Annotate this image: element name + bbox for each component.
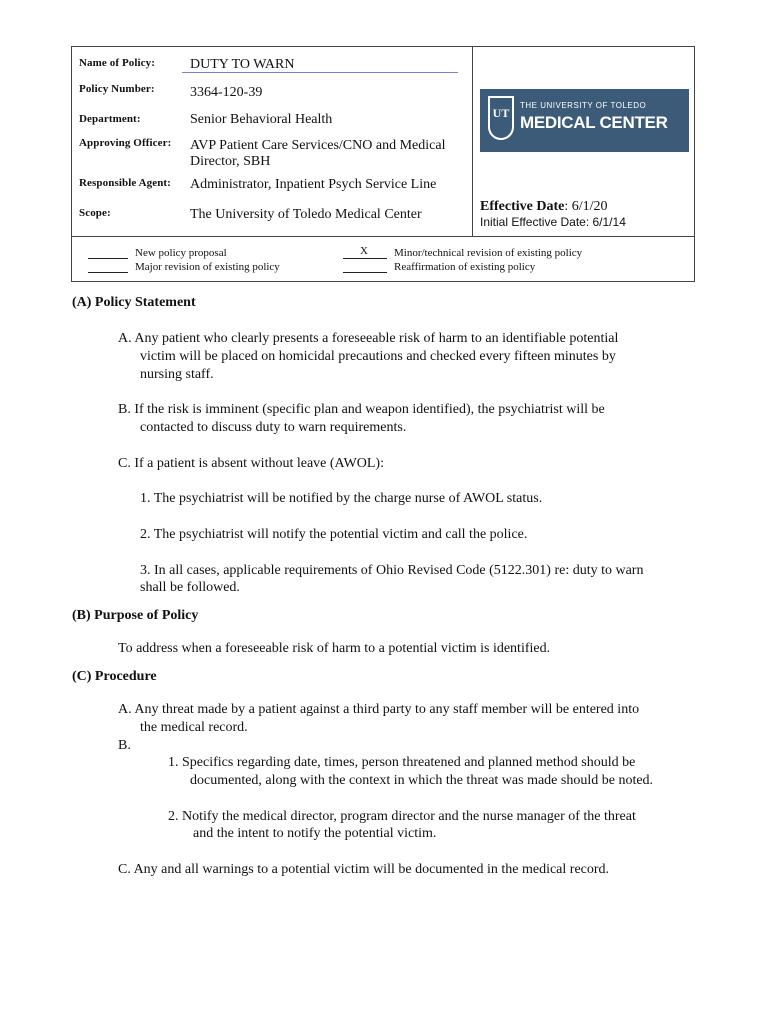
department-value: Senior Behavioral Health	[190, 112, 333, 127]
name-of-policy-value: DUTY TO WARN	[190, 57, 295, 72]
statement-c-item1: 1. The psychiatrist will be notified by the charge nurse of AWOL status.	[140, 491, 543, 506]
purpose-text: To address when a foreseeable risk of harm to a potential victim is identified.	[118, 641, 551, 656]
policy-number-value: 3364-120-39	[190, 85, 263, 100]
statement-a-line2: victim will be placed on homicidal precautions and checked every fifteen minutes by	[140, 349, 616, 364]
statement-c-item2: 2. The psychiatrist will notify the potential victim and call the police.	[140, 527, 528, 542]
procedure-b1-line2: documented, along with the context in which the threat was made should be noted.	[190, 773, 654, 788]
minor-revision-blank	[343, 258, 387, 259]
new-policy-option: New policy proposal	[135, 247, 227, 259]
major-revision-blank	[88, 272, 128, 273]
logo-university-text: THE UNIVERSITY OF TOLEDO	[520, 101, 647, 110]
approving-officer-line2: Director, SBH	[190, 154, 271, 169]
procedure-a-line1: A. Any threat made by a patient against a third party to any staff member will be entered into	[118, 702, 640, 717]
reaffirmation-option: Reaffirmation of existing policy	[394, 261, 536, 273]
approving-officer-line1: AVP Patient Care Services/CNO and Medical	[190, 138, 446, 153]
procedure-b2-line1: 2. Notify the medical director, program director and the nurse manager of the threat	[168, 809, 636, 824]
name-of-policy-label: Name of Policy:	[79, 57, 156, 69]
statement-c-item3-line2: shall be followed.	[140, 580, 240, 595]
new-policy-blank	[88, 258, 128, 259]
responsible-agent-value: Administrator, Inpatient Psych Service Line	[190, 177, 437, 192]
procedure-b2-line2: and the intent to notify the potential victim.	[193, 826, 437, 841]
ut-seal-icon: UT	[488, 96, 514, 140]
scope-value: The University of Toledo Medical Center	[190, 207, 422, 222]
approving-officer-label: Approving Officer:	[79, 137, 172, 149]
policy-statement-heading: (A) Policy Statement	[72, 295, 196, 310]
header-divider-horizontal	[71, 236, 695, 237]
statement-c-item3-line1: 3. In all cases, applicable requirements of Ohio Revised Code (5122.301) re: duty to warn	[140, 563, 644, 578]
header-divider-vertical	[472, 46, 473, 236]
procedure-b1-line1: 1. Specifics regarding date, times, person threatened and planned method should be	[168, 755, 636, 770]
minor-revision-check: X	[360, 245, 368, 257]
scope-label: Scope:	[79, 207, 111, 219]
statement-a-line1: A. Any patient who clearly presents a foreseeable risk of harm to an identifiable potential	[118, 331, 619, 346]
policy-number-label: Policy Number:	[79, 83, 155, 95]
department-label: Department:	[79, 113, 141, 125]
minor-revision-option: Minor/technical revision of existing policy	[394, 247, 583, 259]
statement-a-line3: nursing staff.	[140, 367, 214, 382]
statement-c-line1: C. If a patient is absent without leave (AWOL):	[118, 456, 384, 471]
statement-b-line2: contacted to discuss duty to warn requirements.	[140, 420, 407, 435]
procedure-heading: (C) Procedure	[72, 669, 157, 684]
major-revision-option: Major revision of existing policy	[135, 261, 280, 273]
responsible-agent-label: Responsible Agent:	[79, 177, 171, 189]
procedure-b-label: B.	[118, 738, 131, 753]
procedure-c-line1: C. Any and all warnings to a potential victim will be documented in the medical record.	[118, 862, 610, 877]
effective-date: Effective Date: 6/1/20	[480, 199, 608, 214]
reaffirmation-blank	[343, 272, 387, 273]
purpose-heading: (B) Purpose of Policy	[72, 608, 199, 623]
procedure-a-line2: the medical record.	[140, 720, 248, 735]
ut-medical-center-logo	[480, 89, 689, 152]
name-underline	[182, 72, 458, 73]
logo-medical-center-text: MEDICAL CENTER	[520, 113, 668, 132]
initial-effective-date: Initial Effective Date: 6/1/14	[480, 215, 626, 229]
statement-b-line1: B. If the risk is imminent (specific plan and weapon identified), the psychiatrist will be	[118, 402, 605, 417]
